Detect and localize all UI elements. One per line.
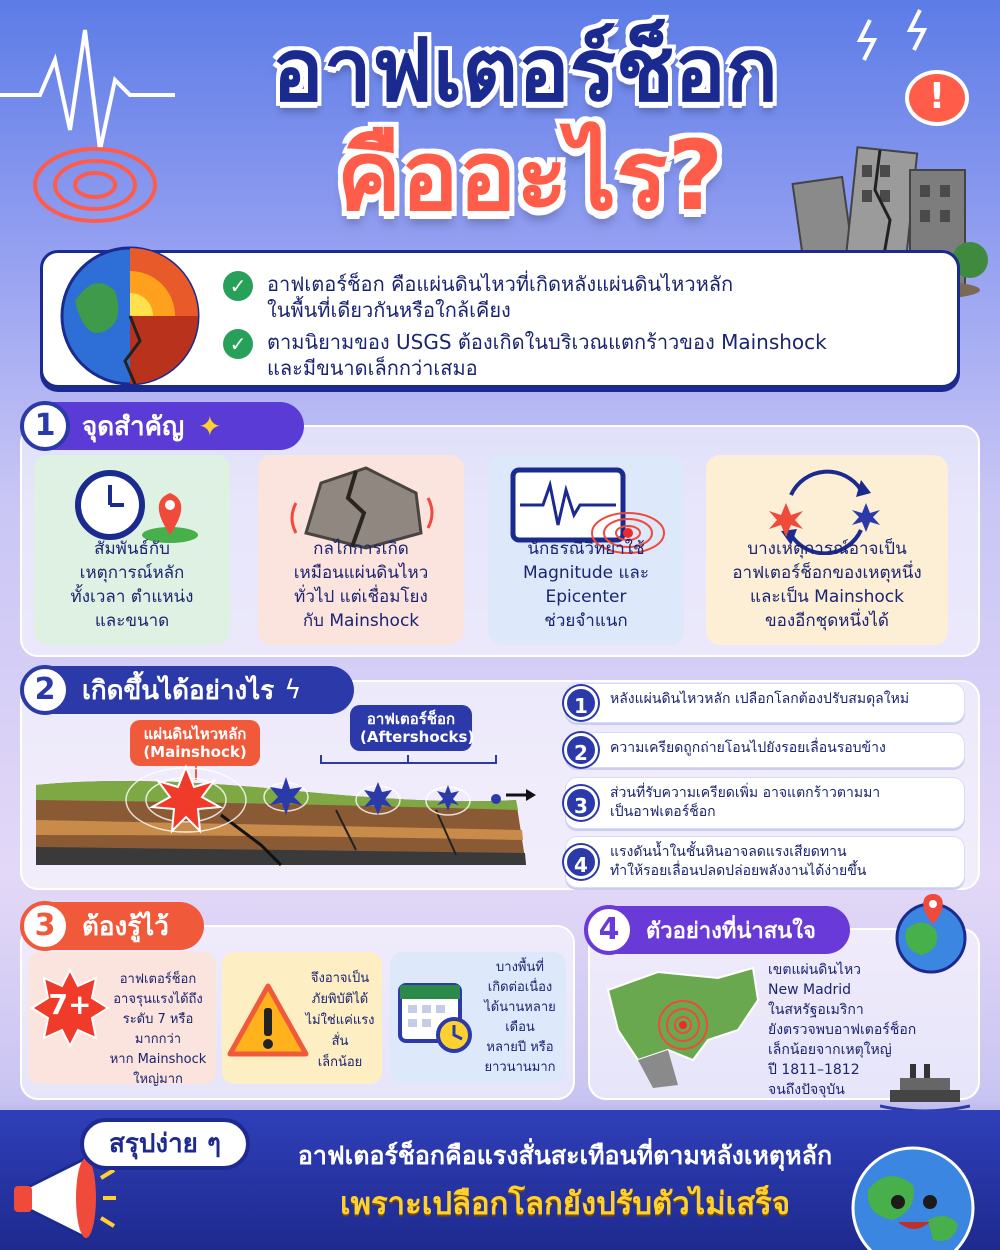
example-text: เขตแผ่นดินไหว New Madrid ในสหรัฐอเมริกา ยังตรวจพบอาฟเตอร์ช็อก เล็กน้อยจากเหตุใหญ่ ปี 1811–1812 จนถึงปัจจุบัน [768,962,917,1098]
step-number: 1 [564,686,598,720]
magnitude-badge: 7+ [48,988,92,1021]
page-title: อาฟเตอร์ช็อก [271,21,778,121]
section-1-header [24,402,304,450]
mechanism-step: 3 ส่วนที่รับความเครียดเพิ่ม อาจแตกร้าวตามมา เป็นอาฟเตอร์ช็อก [565,777,965,829]
mechanism-step: 1 หลังแผ่นดินไหวหลัก เปลือกโลกต้องปรับสมดุลใหม่ [565,683,965,723]
section-number: 3 [20,901,70,951]
section-number: 2 [20,665,70,715]
section-label: ต้องรู้ไว้ [82,911,169,942]
fault-cross-section-diagram [36,755,536,875]
section-label: ตัวอย่างที่น่าสนใจ [646,918,816,944]
sparkle-icon: ✦ [198,409,222,443]
lightning-icon: ϟ [284,675,302,705]
mechanism-step: 4 แรงดันน้ำในชั้นหินอาจลดแรงเสียดทาน ทำให้รอยเลื่อนปลดปล่อยพลังงานได้ง่ายขึ้น [565,836,965,888]
key-point-card: บางเหตุการณ์อาจเป็น อาฟเตอร์ช็อกของเหตุหนึ่ง และเป็น Mainshock ของอีกชุดหนึ่งได้ [706,455,948,645]
section-3-header [24,902,204,950]
key-point-card: สัมพันธ์กับ เหตุการณ์หลัก ทั้งเวลา ตำแหน่ง และขนาด [34,455,230,645]
intro-point-1: อาฟเตอร์ช็อก คือแผ่นดินไหวที่เกิดหลังแผ่นดินไหวหลัก ในพื้นที่เดียวกันหรือใกล้เคียง [267,272,734,322]
step-number: 4 [564,845,598,879]
section-2-header [24,666,354,714]
page-subtitle: คืออะไร? [336,120,724,232]
step-number: 2 [564,733,598,767]
us-map-icon [598,960,768,1090]
summary-pill: สรุปง่าย ๆ [80,1118,250,1170]
clock-location-icon [70,467,200,547]
calendar-clock-icon [396,975,476,1055]
intro-card [40,250,960,388]
alert-bubble-icon: ! [905,70,969,126]
fact-text: อาฟเตอร์ช็อก อาจรุนแรงได้ถึง ระดับ 7 หรือมากกว่า หาก Mainshock ใหญ่มาก [109,972,207,1087]
section-4-header [588,906,850,954]
steamboat-icon [880,1062,970,1112]
summary-line-2: เพราะเปลือกโลกยังปรับตัวไม่เสร็จ [339,1186,790,1222]
fact-text: บางพื้นที่ เกิดต่อเนื่อง ได้นานหลายเดือน หลายปี หรือ ยาวนานมาก [484,960,556,1075]
section-number: 4 [584,905,634,955]
mainshock-tag: แผ่นดินไหวหลัก (Mainshock) [130,720,260,766]
smiling-earth-icon [848,1140,978,1250]
earth-layers-icon [55,241,205,391]
key-point-card: นักธรณีวิทยาใช้ Magnitude และ Epicenter ช่วยจำแนก [488,455,684,645]
fact-text: จึงอาจเป็น ภัยพิบัติได้ ไม่ใช่แค่แรงสั่น เล็กน้อย [305,971,375,1070]
section-label: เกิดขึ้นได้อย่างไร [82,675,275,706]
key-point-card: กลไกการเกิด เหมือนแผ่นดินไหว ทั่วไป แต่เชื่อมโยง กับ Mainshock [258,455,464,645]
summary-line-1: อาฟเตอร์ช็อกคือแรงสั่นสะเทือนที่ตามหลังเหตุหลัก [297,1141,833,1170]
step-number: 3 [564,786,598,820]
section-label: จุดสำคัญ [82,411,185,442]
section-number: 1 [20,401,70,451]
mechanism-step: 2 ความเครียดถูกถ่ายโอนไปยังรอยเลื่อนรอบข้าง [565,732,965,768]
intro-point-2: ตามนิยามของ USGS ต้องเกิดในบริเวณแตกร้าวของ Mainshock และมีขนาดเล็กกว่าเสมอ [267,330,827,380]
aftershock-tag: อาฟเตอร์ช็อก (Aftershocks) [350,705,472,751]
check-icon: ✓ [223,329,253,359]
check-icon: ✓ [223,271,253,301]
